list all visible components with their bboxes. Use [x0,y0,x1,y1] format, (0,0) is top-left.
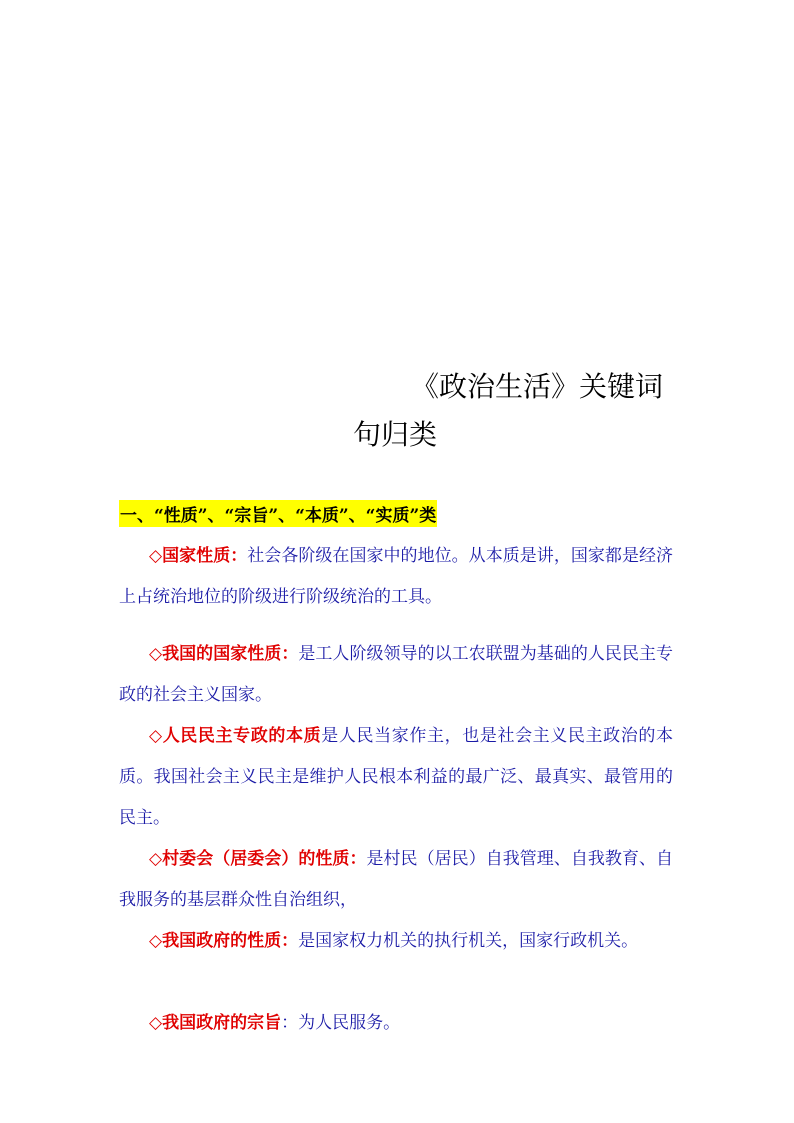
entry-text: 社会各阶级在国家中的地位。从本质是讲，国家都是经济上占统治地位的阶级进行阶级统治的工具。 [119,546,674,607]
entry-key: ◇人民民主专政的本质 [149,726,322,746]
entry-peoples-democratic-dictatorship [119,716,673,839]
section-heading: 一、“性质”、“宗旨”、“本质”、“实质”类 [119,500,437,527]
entry-our-national-nature [119,634,673,716]
entry-key: ◇我国的国家性质： [149,644,299,664]
entry-text: 是人民当家作主，也是社会主义民主政治的本质。我国社会主义民主是维护人民根本利益的最广泛、最真实、最管用的民主。 [119,726,674,828]
entry-key: ◇我国政府的宗旨 [149,1013,282,1033]
entry-text: 是国家权力机关的执行机关，国家行政机关。 [298,931,639,951]
document-title-line-2: 句归类 [353,418,438,451]
entry-national-nature [119,536,673,618]
entry-key: ◇国家性质： [149,546,248,566]
document-title-line-1: 《政治生活》关键词 [411,370,664,403]
entry-text: 是村民（居民）自我管理、自我教育、自我服务的基层群众性自治组织， [119,849,674,910]
entry-government-purpose [119,1003,673,1044]
entry-text: 是工人阶级领导的以工农联盟为基础的人民民主专政的社会主义国家。 [119,644,674,705]
entry-key: ◇村委会（居委会）的性质： [149,849,367,869]
entry-village-committee-nature [119,839,673,921]
entry-key: ◇我国政府的性质： [149,931,299,951]
entry-government-nature [119,921,673,962]
entry-text: ：为人民服务。 [281,1013,401,1033]
